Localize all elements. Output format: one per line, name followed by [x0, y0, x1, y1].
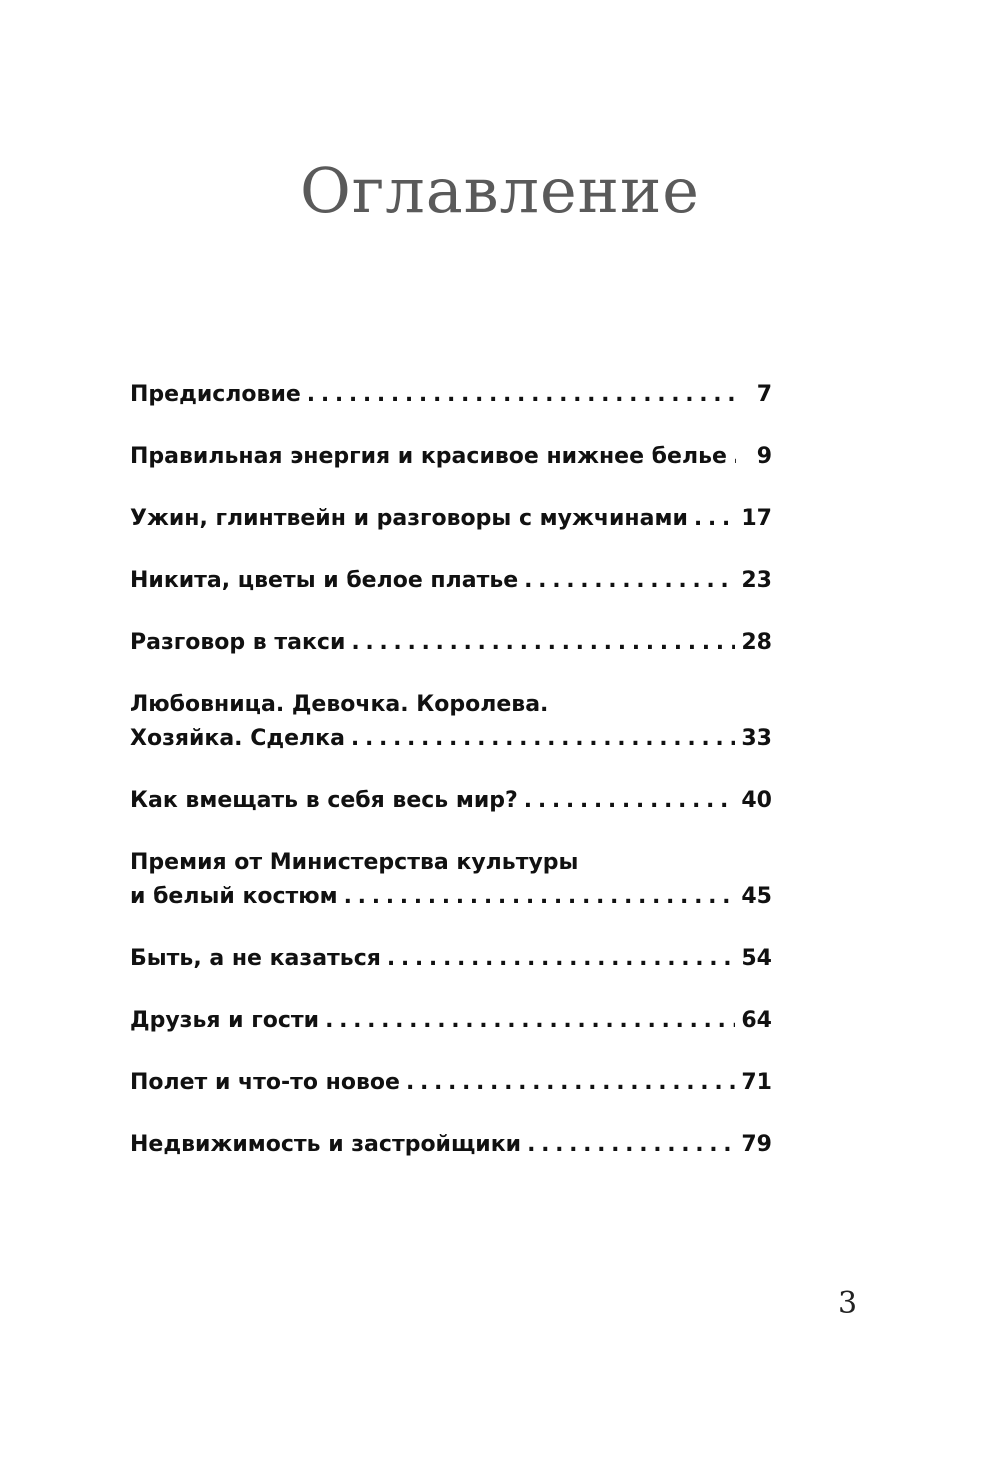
toc-entry-title: и белый костюм — [130, 884, 338, 909]
toc-entry[interactable] — [130, 378, 772, 412]
toc-entry-title-line1: Премия от Министерства культуры — [130, 850, 579, 875]
toc-entry-title: Недвижимость и застройщики — [130, 1132, 522, 1157]
toc-entry[interactable] — [130, 784, 772, 818]
toc-entry-page: 17 — [741, 506, 772, 531]
dot-leader — [733, 440, 736, 474]
toc-entry-page: 40 — [741, 788, 772, 813]
toc-entry-title: Друзья и гости — [130, 1008, 320, 1033]
toc-entry-title: Хозяйка. Сделка — [130, 726, 345, 751]
dot-leader — [524, 564, 735, 598]
toc-entry-page: 23 — [741, 568, 772, 593]
dot-leader — [694, 502, 736, 536]
toc-entry-page: 33 — [741, 726, 772, 751]
toc-entry-page: 71 — [741, 1070, 772, 1095]
dot-leader — [527, 1128, 735, 1162]
toc-entry[interactable] — [130, 1128, 772, 1162]
dot-leader — [351, 722, 735, 756]
toc-entry[interactable] — [130, 564, 772, 598]
dot-leader — [387, 942, 736, 976]
toc-entry[interactable] — [130, 626, 772, 660]
toc-entry-title-line1: Любовница. Девочка. Королева. — [130, 692, 549, 717]
toc-entry-page: 9 — [756, 444, 772, 469]
toc-entry-title: Предисловие — [130, 382, 301, 407]
toc-entry-page: 45 — [741, 884, 772, 909]
dot-leader — [325, 1004, 735, 1038]
toc-entry-page: 79 — [741, 1132, 772, 1157]
toc-entry-title: Полет и что-то новое — [130, 1070, 400, 1095]
toc-entry-page: 54 — [741, 946, 772, 971]
dot-leader — [524, 784, 736, 818]
page-number: 3 — [838, 1286, 858, 1321]
toc-entry[interactable] — [130, 1066, 772, 1100]
toc-entry[interactable] — [130, 942, 772, 976]
toc-entry-title: Разговор в такси — [130, 630, 346, 655]
table-of-contents — [130, 378, 772, 1190]
toc-entry-title: Ужин, глинтвейн и разговоры с мужчинами — [130, 506, 688, 531]
toc-entry-title: Правильная энергия и красивое нижнее белье — [130, 444, 727, 469]
toc-entry-title: Быть, а не казаться — [130, 946, 381, 971]
toc-entry[interactable] — [130, 688, 772, 756]
toc-entry-title: Никита, цветы и белое платье — [130, 568, 519, 593]
dot-leader — [406, 1066, 735, 1100]
toc-entry[interactable] — [130, 502, 772, 536]
toc-entry-title: Как вмещать в себя весь мир? — [130, 788, 518, 813]
toc-entry-page: 28 — [741, 630, 772, 655]
toc-entry[interactable] — [130, 846, 772, 914]
toc-entry[interactable] — [130, 1004, 772, 1038]
dot-leader — [351, 626, 735, 660]
toc-entry-page: 64 — [741, 1008, 772, 1033]
dot-leader — [307, 378, 736, 412]
dot-leader — [344, 880, 736, 914]
toc-entry[interactable] — [130, 440, 772, 474]
toc-entry-page: 7 — [756, 382, 772, 407]
page-title: Оглавление — [300, 154, 700, 227]
